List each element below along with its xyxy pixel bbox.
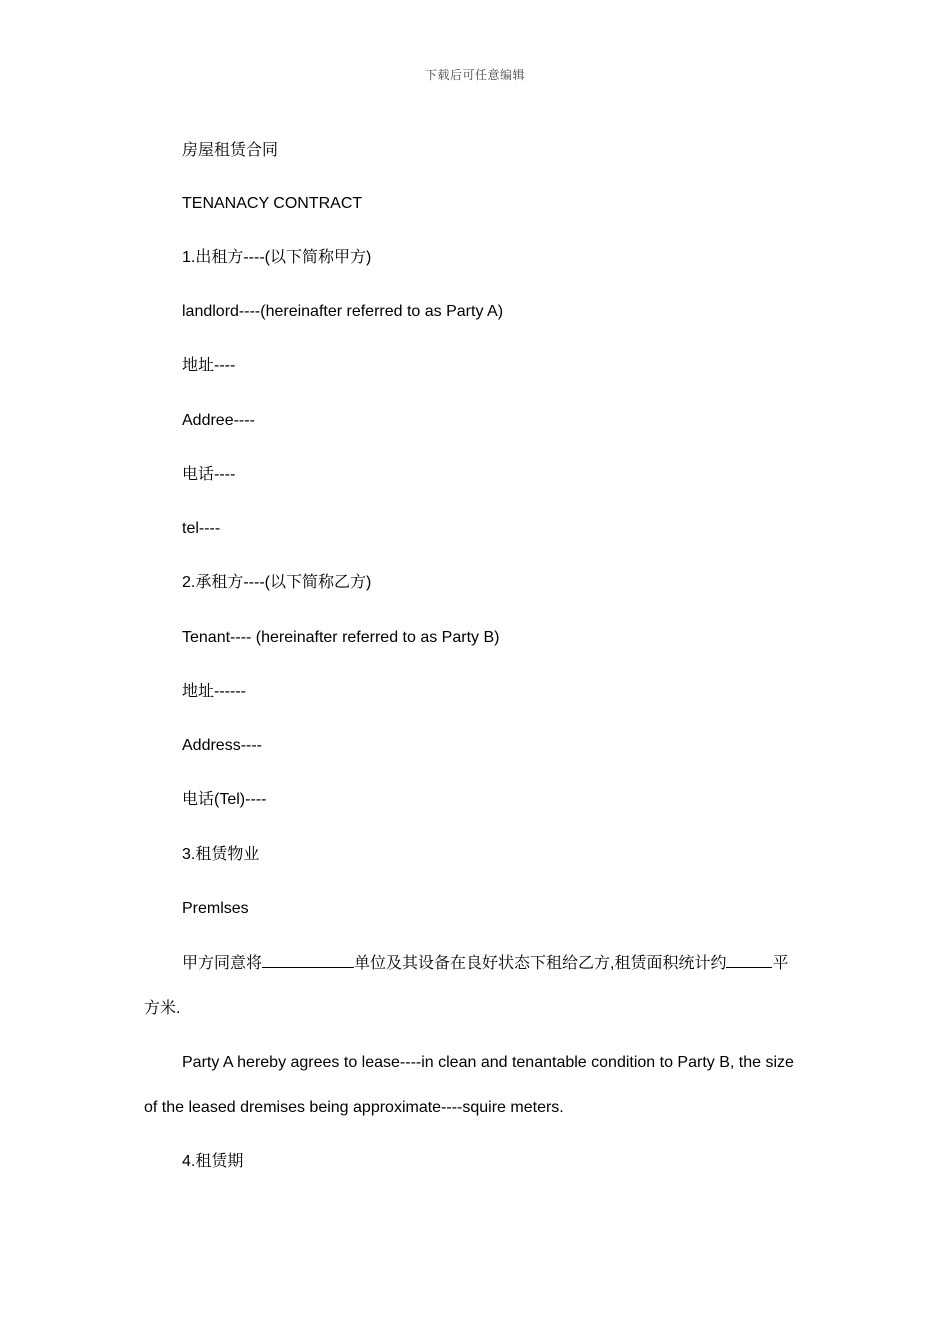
tenant-cn: 2.承租方----(以下简称乙方) [182,574,372,591]
premises-cn-part3: 平方米. [144,955,789,1017]
tenant-tel: 电话(Tel)---- [182,791,267,808]
section-term-cn: 4.租赁期 [182,1153,244,1170]
landlord-address-en: Addree---- [182,412,255,429]
premises-cn-part1: 甲方同意将 [182,955,263,972]
landlord-en: landlord----(hereinafter referred to as Party A) [182,303,504,320]
landlord-address-cn: 地址---- [182,357,236,374]
title-cn: 房屋租赁合同 [182,142,279,159]
section-premises-en: Premlses [182,900,249,917]
landlord-tel-en: tel---- [182,520,221,537]
premises-cn-paragraph [144,941,804,1031]
landlord-cn: 1.出租方----(以下简称甲方) [182,249,372,266]
section-premises-cn: 3.租赁物业 [182,846,260,863]
tenant-address-en: Address---- [182,737,263,754]
tenant-en: Tenant---- (hereinafter referred to as Party B) [182,629,500,646]
title-en: TENANACY CONTRACT [182,195,363,212]
tenant-address-cn: 地址------ [182,683,246,700]
premises-cn-part2: 单位及其设备在良好状态下租给乙方,租赁面积统计约 [354,955,727,972]
header-note: 下载后可任意编辑 [424,68,525,82]
unit-blank [262,953,354,968]
premises-en-paragraph: Party A hereby agrees to lease----in clean and tenantable condition to Party B, the size of the leased dremises being approximate----squire meters. [144,1054,794,1116]
area-blank [726,953,772,968]
landlord-tel-cn: 电话---- [182,466,236,483]
